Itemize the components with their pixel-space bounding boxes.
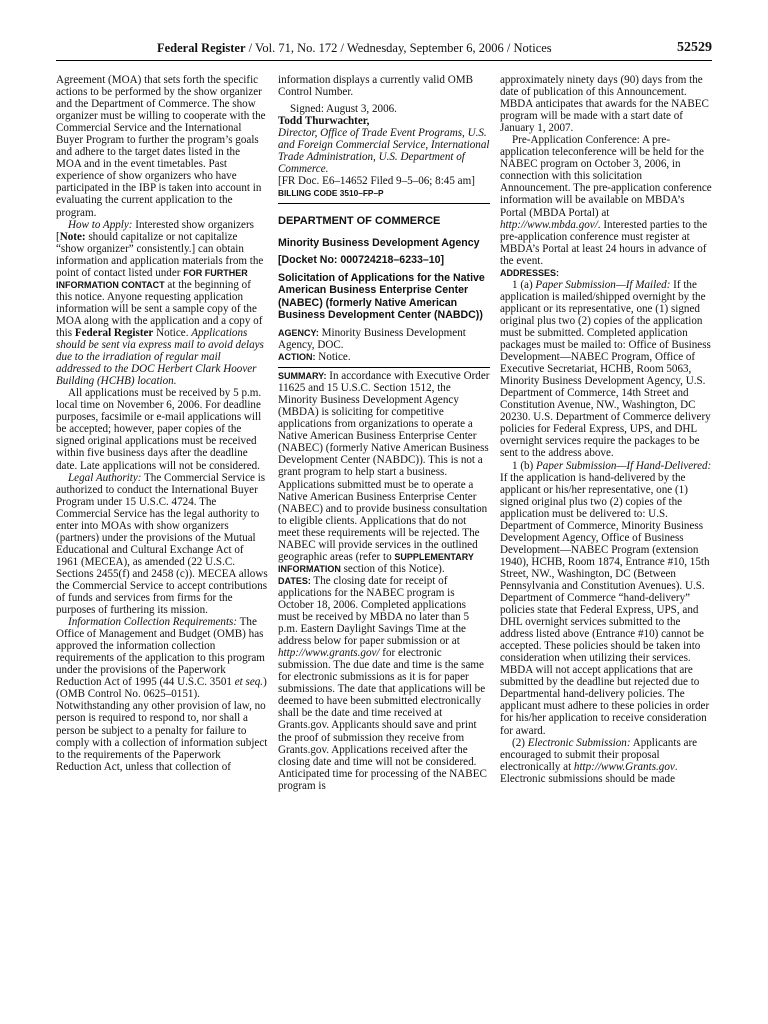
signer-name: Todd Thurwachter, (278, 115, 370, 128)
mbda-link[interactable]: http://www.mbda.gov/ (500, 218, 598, 231)
text-run: If the application is hand-delivered by the applicant or his/her representative, one (1) signed original plus two (2) copies of the application must be delivered to: U.S. Department of Commerce, Minority Business Development Agency, Office of Business Development—NABEC Program (extension 1940), HCHB, Room 1874, Entrance #10, 15th Street, NW., Washington, DC (Between Pennsylvania and Constitution Avenues). U.S. Department of Commerce “hand-delivery” policies state that Federal Express, UPS, and DHL overnight services submitted to the address listed above (Entrance #10) cannot be accepted. These policies should be taken into consideration when utilizing their services. MBDA will not accept applications that are submitted by the deadline but rejected due to Departmental hand-delivery policies. The applicant must adhere to these policies in order for his/her application to receive consideration for award. (500, 471, 710, 737)
text-run: . Interested parties to the pre-application conference must register at MBDA’s Portal at least 24 hours in advance of the event. (500, 218, 708, 267)
italic-text: et seq. (234, 676, 264, 689)
text-run: (2) (512, 736, 528, 749)
issue-citation: / Vol. 71, No. 172 / Wednesday, September 6, 2006 / Notices (245, 41, 552, 55)
paragraph: Agreement (MOA) that sets forth the specific actions to be performed by the show organizer and the Department of Commerce. The show organizer must be willing to cooperate with the Commercial Service and the International Buyer Program to further the program’s goals and adhere to the target dates listed in the MOA and in the event timetables. Past experience of show organizers who have participated in the IBP is taken into account in evaluating the current application to the program. (56, 74, 266, 219)
signed-date: Signed: August 3, 2006. (290, 103, 397, 116)
italic-text: Applications should be sent via express mail to avoid delays due to the irradiation of regular mail addressed to the DOC Herbert Clark Hoover Building (HCHB) location. (56, 326, 264, 388)
paragraph: approximately ninety days (90) days from the date of publication of this Announcement. MBDA anticipates that awards for the NABEC program will be made with a start date of January 1, 2007. (500, 74, 709, 135)
text-run: should capitalize or not capitalize “show organizer” consistently.] can obtain information and application materials from the point of contact listed under (56, 230, 264, 279)
text-run: Pre-Application Conference: A pre-application teleconference will be held for the NABEC program on October 3, 2006, in connection with this solicitation Announcement. The pre-application conference information will be available on MBDA’s Portal (MBDA Portal) at (500, 134, 712, 219)
text-run: Notice. (153, 326, 192, 339)
information-collection-paragraph (56, 616, 268, 773)
hand-delivered-paragraph (500, 460, 712, 737)
summary-label: SUMMARY: (278, 371, 327, 382)
billing-code: BILLING CODE 3510–FP–P (278, 188, 384, 199)
running-head (157, 41, 552, 56)
agency-heading: Minority Business Development Agency (278, 236, 480, 249)
column-3 (500, 74, 712, 785)
legal-authority-paragraph (56, 472, 268, 617)
text-run: In accordance with Executive Order 11625 and 15 U.S.C. Section 1512, the Minority Business Development Agency (MBDA) is soliciting for competitive applications from organizations to operate a Native American Business Enterprise Center (NABEC) (formerly Native American Business Development Center (NABDC)). This is not a grant program to help start a business. Applications submitted must be to operate a Native American Business Enterprise Center (NABEC) and to provide business consultation to eligible clients. Applications that do not meet these requirements will be rejected. The NABEC will provide services in the outlined geographic areas (refer to (278, 370, 490, 563)
paragraph: All applications must be received by 5 p.m. local time on November 6, 2006. For deadline purposes, facsimile or e-mail applications will be accepted; however, paper copies of the signed original applications must be received within five business days after the deadline date. Late applications will not be considered. (56, 387, 262, 472)
text-run: . Electronic submissions should be made (500, 760, 678, 785)
run-in-heading: Information Collection Requirements: (68, 616, 238, 629)
run-in-heading: How to Apply: (68, 218, 133, 231)
cross-reference: SUPPLEMENTARY INFORMATION (278, 551, 474, 574)
text-run: The closing date for receipt of applications for the NABEC program is October 18, 2006. Completed applications must be received by MBDA no later than 5 p.m. Eastern Daylight Savings Time at the address below for paper submission or at (278, 574, 470, 648)
text-run: Minority Business Development Agency, DOC. (278, 326, 466, 352)
journal-name: Federal Register (157, 41, 246, 55)
text-run: for electronic submission. The due date and time is the same for electronic submissions as it is for paper submissions. The date that applications will be deemed to have been submitted electronically shall be the date and time received at Grants.gov. Applicants should save and print the proof of submission they receive from Grants.gov. Applications received after the closing date and time will not be considered. Anticipated time for processing of the NABEC program is (278, 647, 487, 792)
publication-name: Federal Register (74, 326, 154, 339)
cross-reference: FOR FURTHER INFORMATION CONTACT (56, 267, 248, 290)
grants-gov-link[interactable]: http://www.grants.gov/ (278, 647, 380, 660)
run-in-heading: Paper Submission—If Hand-Delivered: (536, 459, 712, 472)
action-label: ACTION: (278, 352, 316, 363)
page-header (56, 40, 712, 61)
text-run: 1 (a) (512, 278, 536, 291)
text-run: Notice. (315, 351, 351, 364)
paragraph: information displays a currently valid OMB Control Number. (278, 74, 474, 99)
notice-subject: Solicitation of Applications for the Native American Business Enterprise Center (NABEC) (formerly Native American Business Development Center (NABDC)) (278, 271, 485, 322)
column-1 (56, 74, 268, 773)
how-to-apply-paragraph (56, 219, 268, 388)
pre-application-paragraph (500, 134, 712, 267)
text-run: section of this Notice). (340, 562, 445, 575)
electronic-submission-paragraph (500, 737, 712, 785)
note-label: Note: (59, 230, 86, 243)
action-line (278, 351, 490, 363)
agency-line (278, 327, 490, 351)
run-in-heading: Electronic Submission: (527, 736, 631, 749)
mailed-submission-paragraph (500, 279, 712, 460)
summary-paragraph (278, 370, 490, 575)
text-run: The Office of Management and Budget (OMB) has approved the information collection requirements of the application to this program under the provisions of the Paperwork Reduction Act of 1995 (44 U.S.C. 3501 (56, 616, 265, 689)
run-in-heading: Legal Authority: (68, 471, 142, 484)
department-heading: DEPARTMENT OF COMMERCE (278, 215, 441, 228)
text-run: If the application is mailed/shipped overnight by the applicant or its representative, one (1) signed original plus two (2) copies of the application must be submitted. Completed application packages must be mailed to: Office of Business Development—NABEC Program, Office of Executive Secretariat, HCHB, Room 5063, Minority Business Development Agency, U.S. Department of Commerce, 14th Street and Constitution Avenue, NW., Washington, DC 20230. U.S. Department of Commerce delivery policies for Federal Express, UPS, and DHL overnight services require the packages to be sent to the address above. (500, 278, 711, 460)
text-run: 1 (b) (512, 459, 537, 472)
signer-title: Director, Office of Trade Event Programs, U.S. and Foreign Commercial Service, International Trade Administration, U.S. Department of Commerce. (278, 127, 490, 176)
divider (278, 367, 490, 368)
addresses-heading: ADDRESSES: (500, 267, 560, 278)
run-in-heading: Paper Submission—If Mailed: (535, 278, 671, 291)
text-run: at the beginning of this notice. Anyone requesting application information will be sent a sample copy of the MOA along with the application and a copy of this (56, 278, 263, 339)
page-number: 52529 (677, 40, 712, 55)
docket-number: [Docket No: 000724218–6233–10] (278, 254, 445, 267)
text-run: ) (OMB Control No. 0625–0151). Notwithstanding any other provision of law, no person is required to respond to, nor shall a person be subject to a penalty for failure to comply with a collection of information subject to the requirements of the Paperwork Reduction Act, unless that collection of (56, 676, 268, 773)
column-2 (278, 74, 490, 792)
agency-label: AGENCY: (278, 327, 319, 338)
text-run: The Commercial Service is authorized to conduct the International Buyer Program under 15 U.S.C. 4724. The Commercial Service has the legal authority to enter into MOAs with show organizers (partners) under the provisions of the Mutual Educational and Cultural Exchange Act of 1961 (MECEA), as amended (22 U.S.C. Sections 2455(f) and 2458 (c)). MECEA allows the Commercial Service to accept contributions of funds and services from firms for the purposes of furthering its mission. (56, 471, 268, 617)
dates-label: DATES: (278, 575, 311, 586)
text-run: Applicants are encouraged to submit their proposal electronically at (500, 736, 698, 773)
fr-doc: [FR Doc. E6–14652 Filed 9–5–06; 8:45 am] (278, 175, 475, 188)
divider (278, 203, 490, 204)
dates-paragraph (278, 575, 490, 792)
grants-gov-link[interactable]: http://www.Grants.gov (573, 760, 675, 773)
text-run: Interested show organizers [ (56, 218, 254, 243)
